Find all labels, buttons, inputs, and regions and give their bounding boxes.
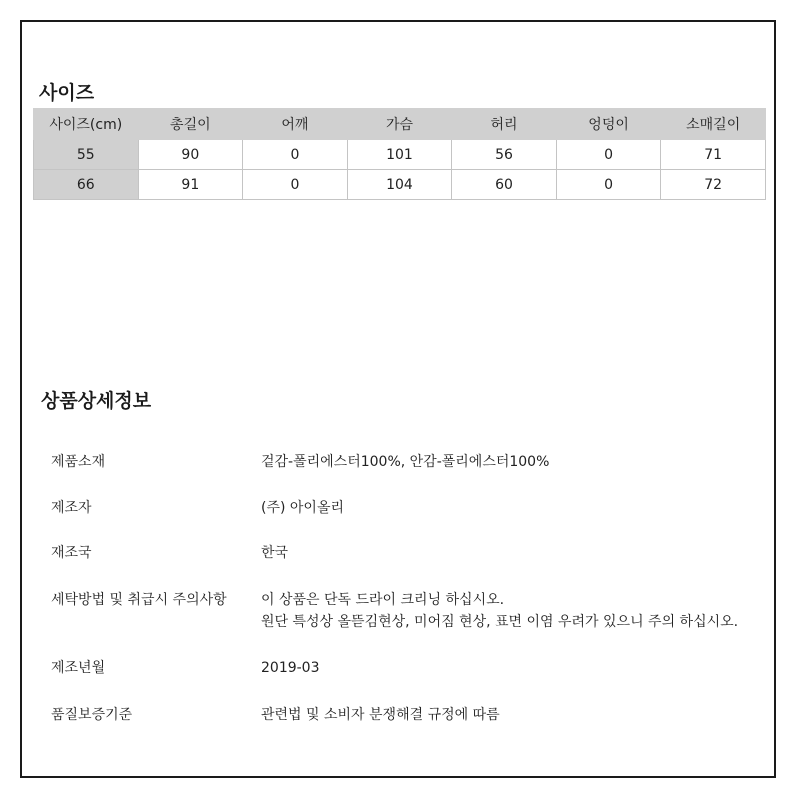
header-shoulder: 어깨 <box>243 109 348 140</box>
value-cell: 0 <box>556 170 661 200</box>
detail-label: 제조년월 <box>51 660 106 676</box>
size-table-header-row <box>34 109 766 140</box>
value-cell: 90 <box>138 140 243 170</box>
detail-value: 한국 <box>261 545 289 561</box>
detail-label: 재조국 <box>51 545 92 561</box>
table-row <box>34 170 766 200</box>
value-cell: 101 <box>347 140 452 170</box>
size-table <box>33 108 766 200</box>
value-cell: 0 <box>243 140 348 170</box>
size-cell: 55 <box>34 140 139 170</box>
detail-value: 원단 특성상 올뜯김현상, 미어짐 현상, 표면 이염 우려가 있으니 주의 하십시오. <box>261 614 739 630</box>
header-waist: 허리 <box>452 109 557 140</box>
header-sleeve-length: 소매길이 <box>661 109 766 140</box>
value-cell: 56 <box>452 140 557 170</box>
detail-value: 이 상품은 단독 드라이 크리닝 하십시오. <box>261 592 505 608</box>
value-cell: 60 <box>452 170 557 200</box>
detail-label: 품질보증기준 <box>51 707 133 723</box>
value-cell: 71 <box>661 140 766 170</box>
header-size: 사이즈(cm) <box>34 109 139 140</box>
value-cell: 72 <box>661 170 766 200</box>
detail-label: 제품소재 <box>51 454 106 470</box>
value-cell: 0 <box>556 140 661 170</box>
detail-label: 제조자 <box>51 500 92 516</box>
value-cell: 104 <box>347 170 452 200</box>
size-section-title: 사이즈 <box>39 82 95 104</box>
detail-value: 겉감-폴리에스터100%, 안감-폴리에스터100% <box>261 454 550 470</box>
header-total-length: 총길이 <box>138 109 243 140</box>
table-row <box>34 140 766 170</box>
header-chest: 가슴 <box>347 109 452 140</box>
detail-value: 2019-03 <box>261 660 320 676</box>
detail-label: 세탁방법 및 취급시 주의사항 <box>51 592 227 608</box>
detail-value: 관련법 및 소비자 분쟁해결 규정에 따름 <box>261 707 500 723</box>
value-cell: 0 <box>243 170 348 200</box>
detail-section-title: 상품상세정보 <box>41 390 152 412</box>
value-cell: 91 <box>138 170 243 200</box>
detail-value: (주) 아이올리 <box>261 500 344 516</box>
size-cell: 66 <box>34 170 139 200</box>
header-hip: 엉덩이 <box>556 109 661 140</box>
